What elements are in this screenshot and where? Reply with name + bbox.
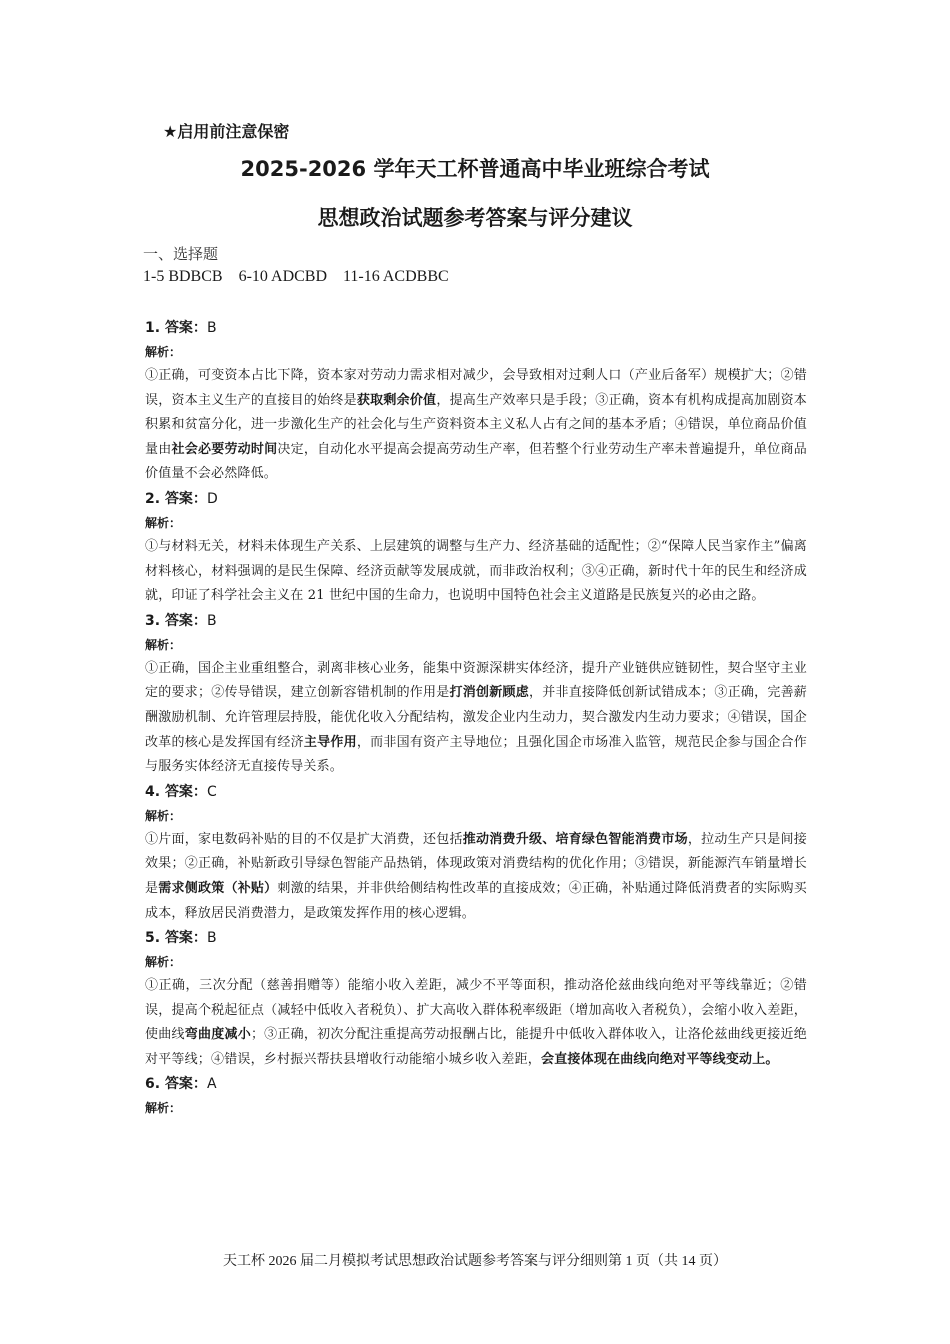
- emphasis-text: 获取剩余价值: [356, 392, 437, 408]
- page-footer: 天工杯 2026 届二月模拟考试思想政治试题参考答案与评分细则第 1 页（共 14 页）: [223, 1254, 727, 1269]
- answer-label: 答案：: [164, 320, 207, 336]
- analysis-label: 解析：: [145, 1101, 182, 1116]
- exam-title: 2025-2026 学年天工杯普通高中毕业班综合考试: [240, 157, 710, 181]
- question-number: 6.: [145, 1076, 165, 1093]
- answer-label: 答案：: [164, 930, 207, 947]
- question-number: 2.: [145, 490, 165, 507]
- emphasis-text: 打消创新顾虑: [449, 685, 529, 701]
- analysis-label: 解析：: [145, 515, 182, 530]
- question-block: [145, 609, 807, 780]
- question-answer: [145, 609, 807, 633]
- question-list: [145, 316, 807, 1120]
- question-answer: [145, 780, 807, 804]
- analysis-segment: ①与材料无关，材料未体现生产关系、上层建筑的调整与生产力、经济基础的适配性；②“保障人民当家作主”偏离材料核心，材料强调的是民生保障、经济贡献等发展成就，而非政治权利；③④正确，新时代十年的民生和经济成就，印证了科学社会主义在 21 世纪中国的生命力，也说明中国特色社会主义道路是民族复兴的必由之路。: [145, 538, 807, 604]
- analysis-segment: ①正确，国企主业重组整合，剥离非核心业务，能集中资源深耕实体经济，提升产业链供应链韧性，契合坚守主业定的要求；②传导错误，建立创新容错机制的作用是: [145, 660, 807, 701]
- answer-value: C: [206, 783, 217, 800]
- analysis-segment: ，而非国有资产主导地位；且强化国企市场准入监管，规范民企参与国企合作与服务实体经济无直接传导关系。: [145, 734, 807, 775]
- analysis-text: [145, 657, 807, 780]
- emphasis-text: 需求侧政策（补贴）: [158, 880, 278, 896]
- answer-value: D: [206, 490, 218, 507]
- answer-value: B: [206, 320, 217, 336]
- analysis-segment: ①片面，家电数码补贴的目的不仅是扩大消费，还包括: [145, 831, 463, 847]
- analysis-label: 解析：: [145, 955, 182, 970]
- analysis-text: [145, 974, 807, 1072]
- section-heading: 一、选择题: [143, 245, 219, 263]
- analysis-text: [145, 535, 807, 609]
- emphasis-text: 推动消费升级、培育绿色智能消费市场: [462, 831, 688, 847]
- question-answer: [145, 1072, 807, 1096]
- question-block: [145, 1072, 807, 1120]
- answer-label: 答案：: [164, 490, 207, 507]
- question-number: 5.: [145, 930, 165, 947]
- question-answer: [145, 926, 807, 950]
- answer-label: 答案：: [164, 783, 207, 800]
- document-subtitle: 思想政治试题参考答案与评分建议: [317, 206, 633, 230]
- emphasis-text: 弯曲度减小: [184, 1027, 251, 1043]
- analysis-segment: ，提高生产效率只是手段；③正确，资本有机构成提高加剧资本积累和贫富分化，进一步激化生产的社会化与生产资料资本主义私人占有之间的基本矛盾；④错误，单位商品价值量由: [145, 392, 808, 457]
- question-number: 4.: [145, 783, 165, 800]
- analysis-text: [145, 828, 807, 926]
- analysis-segment: 决定，自动化水平提高会提高劳动生产率，但若整个行业劳动生产率未普遍提升，单位商品价值量不会必然降低。: [145, 441, 807, 482]
- question-number: 1.: [145, 320, 165, 336]
- question-block: [145, 926, 807, 1072]
- question-block: [145, 780, 807, 926]
- analysis-segment: ；③正确，初次分配注重提高劳动报酬占比，能提升中低收入群体收入，让洛伦兹曲线更接近绝对平等线；④错误，乡村振兴帮扶县增收行动能缩小城乡收入差距，: [145, 1027, 807, 1067]
- analysis-label: 解析：: [145, 808, 182, 823]
- answer-value: A: [206, 1076, 217, 1093]
- confidential-notice: ★启用前注意保密: [163, 122, 290, 141]
- question-block: [145, 487, 807, 609]
- analysis-segment: ①正确，可变资本占比下降，资本家对劳动力需求相对减少，会导致相对过剩人口（产业后备军）规模扩大；②错误，资本主义生产的直接目的始终是: [145, 368, 807, 408]
- answer-value: B: [206, 930, 217, 947]
- question-answer: [145, 487, 807, 511]
- emphasis-text: 主导作用: [303, 734, 357, 750]
- question-number: 3.: [145, 612, 165, 629]
- answer-key: 1-5 BDBCB 6-10 ADCBD 11-16 ACDBBC: [143, 268, 449, 285]
- analysis-segment: ①正确，三次分配（慈善捐赠等）能缩小收入差距，减少不平等面积，推动洛伦兹曲线向绝对平等线靠近；②错误，提高个税起征点（减轻中低收入者税负）、扩大高收入群体税率级距（增加高收入者税负），会缩小收入差距，使曲线: [145, 978, 807, 1043]
- analysis-segment: ，并非直接降低创新试错成本；③正确，完善薪酬激励机制、允许管理层持股，能优化收入分配结构，激发企业内生动力，契合激发内生动力要求；④错误，国企改革的核心是发挥国有经济: [145, 685, 808, 750]
- analysis-label: 解析：: [145, 345, 182, 359]
- question-answer: [145, 316, 807, 340]
- answer-label: 答案：: [164, 1076, 207, 1093]
- answer-value: B: [206, 612, 217, 629]
- analysis-text: [145, 364, 807, 487]
- analysis-segment: 刺激的结果，并非供给侧结构性改革的直接成效；④正确，补贴通过降低消费者的实际购买成本，释放居民消费潜力，是政策发挥作用的核心逻辑。: [145, 880, 807, 921]
- emphasis-text: 会直接体现在曲线向绝对平等线变动上。: [541, 1051, 779, 1067]
- emphasis-text: 社会必要劳动时间: [171, 441, 278, 457]
- question-block: [145, 316, 807, 487]
- answer-label: 答案：: [164, 612, 207, 629]
- analysis-label: 解析：: [145, 637, 182, 652]
- analysis-segment: ，拉动生产只是间接效果；②正确，补贴新政引导绿色智能产品热销，体现政策对消费结构的优化作用；③错误，新能源汽车销量增长是: [145, 831, 807, 896]
